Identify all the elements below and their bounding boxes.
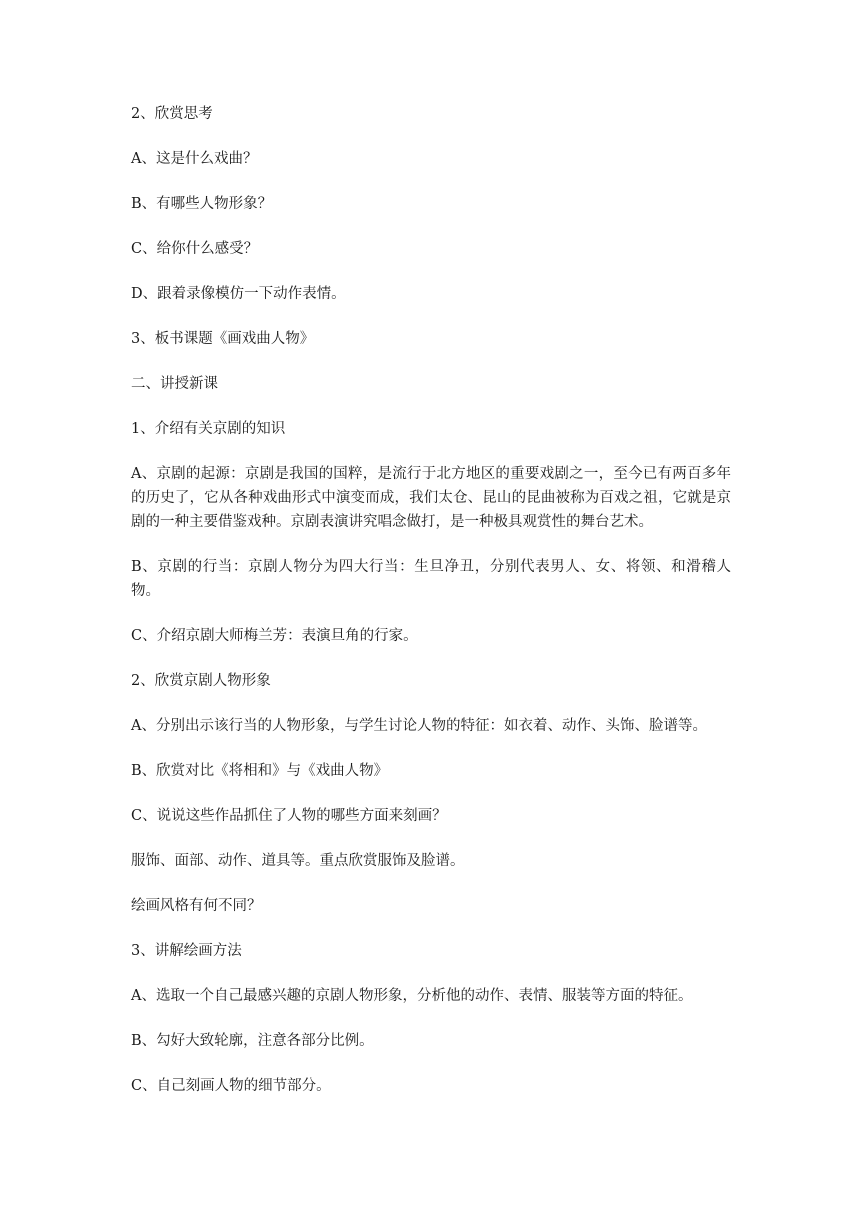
question-c: C、给你什么感受？	[131, 241, 259, 257]
paragraph-costume-face: 服饰、面部、动作、道具等。重点欣赏服饰及脸谱。	[131, 853, 465, 869]
paragraph-opera-roles: B、京剧的行当：京剧人物分为四大行当：生旦净丑，分别代表男人、女、将领、和滑稽人物。	[131, 559, 731, 599]
paragraph-mei-lanfang: C、介绍京剧大师梅兰芳：表演旦角的行家。	[131, 628, 418, 644]
paragraph-method-a: A、选取一个自己最感兴趣的京剧人物形象，分析他的动作、表情、服装等方面的特征。	[131, 988, 693, 1004]
heading-peking-opera-knowledge: 1、介绍有关京剧的知识	[131, 421, 286, 437]
paragraph-method-c: C、自己刻画人物的细节部分。	[131, 1078, 331, 1094]
section-heading-new-lesson: 二、讲授新课	[131, 376, 218, 392]
paragraph-compare-works: B、欣赏对比《将相和》与《戏曲人物》	[131, 763, 389, 779]
heading-drawing-method: 3、讲解绘画方法	[131, 943, 242, 959]
paragraph-opera-origin: A、京剧的起源：京剧是我国的国粹，是流行于北方地区的重要戏剧之一，至今已有两百多年的历史了，它从各种戏曲形式中演变而成，我们太仓、昆山的昆曲被称为百戏之祖，它就是京剧的一种主要借鉴戏种。京剧表演讲究唱念做打，是一种极具观赏性的舞台艺术。	[131, 466, 731, 530]
question-a: A、这是什么戏曲？	[131, 151, 258, 167]
paragraph-show-figures: A、分别出示该行当的人物形象，与学生讨论人物的特征：如衣着、动作、头饰、脸谱等。	[131, 718, 707, 734]
paragraph-discuss-aspects: C、说说这些作品抓住了人物的哪些方面来刻画？	[131, 808, 447, 824]
paragraph-style-difference: 绘画风格有何不同？	[131, 898, 262, 914]
heading-board-title: 3、板书课题《画戏曲人物》	[131, 331, 315, 347]
heading-appreciate-figures: 2、欣赏京剧人物形象	[131, 673, 271, 689]
document-body	[131, 102, 731, 1119]
paragraph-method-b: B、勾好大致轮廓，注意各部分比例。	[131, 1033, 374, 1049]
question-d: D、跟着录像模仿一下动作表情。	[131, 286, 346, 302]
heading-appreciate-think: 2、欣赏思考	[131, 106, 213, 122]
question-b: B、有哪些人物形象？	[131, 196, 273, 212]
